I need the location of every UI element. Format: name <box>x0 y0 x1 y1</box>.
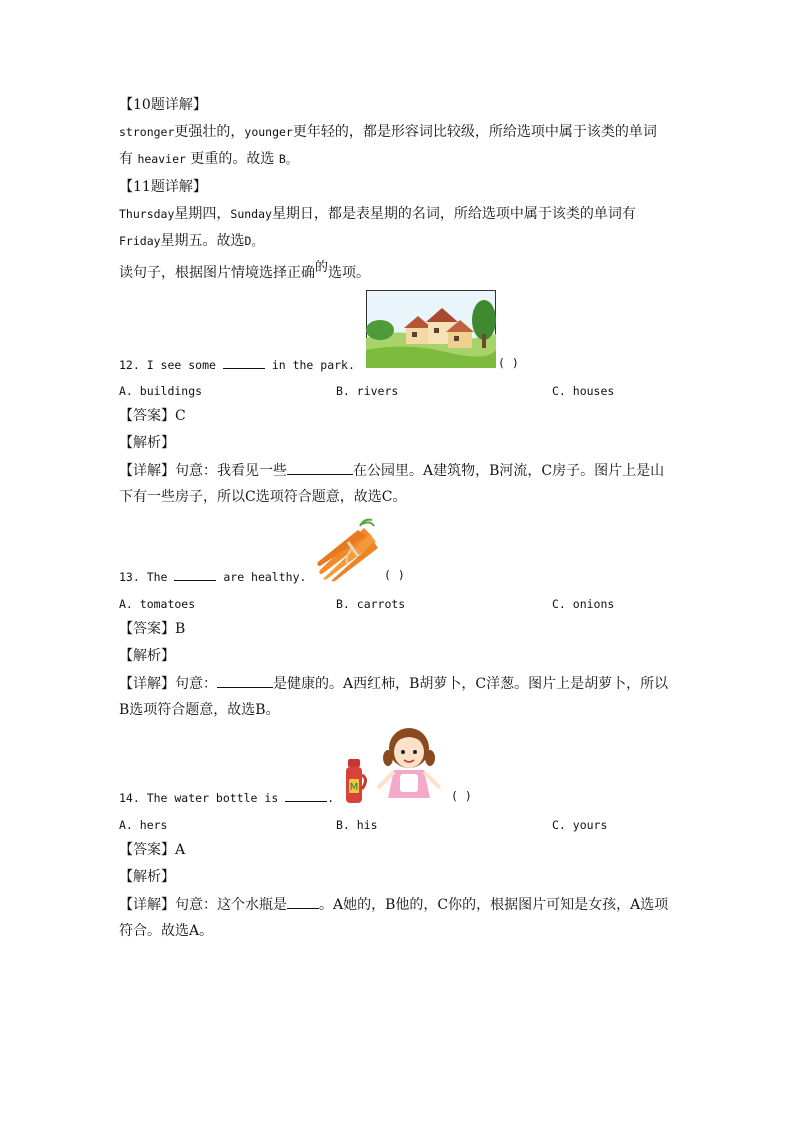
q14-detail-line2: 符合。故选A。 <box>119 923 214 939</box>
q13-analysis: 【解析】 <box>119 648 175 664</box>
q14-option-b[interactable]: B. his <box>336 818 378 832</box>
q14-blank[interactable] <box>285 787 327 802</box>
word-stronger: stronger <box>119 125 175 139</box>
word-friday: Friday <box>119 234 161 248</box>
q12-analysis: 【解析】 <box>119 435 175 451</box>
q13-option-c[interactable]: C. onions <box>552 597 615 611</box>
instruction-c: 选项。 <box>328 265 371 281</box>
sec10-text-2c: 更重的。故选 <box>190 151 275 167</box>
q13-detail-line2: B选项符合题意，故选B。 <box>119 702 280 718</box>
sec10-text-2d: B。 <box>278 152 298 166</box>
instruction-b: 的 <box>315 260 329 275</box>
q12-detail-rest: 在公园里。A建筑物，B河流，C房子。图片上是山 <box>353 463 665 479</box>
svg-text:M: M <box>349 782 359 793</box>
word-thursday: Thursday <box>119 207 175 221</box>
sec10-text-1d: 更年轻的，都是形容词比较级，所给选项中属于该类的单词 <box>292 124 657 140</box>
q14-pre: 14. The water bottle is <box>119 791 279 805</box>
sec10-text-2a: 有 <box>119 151 133 167</box>
q14-paren: ( ) <box>451 789 472 803</box>
q14-detail-label: 【详解】句意：这个水瓶是 <box>119 897 287 913</box>
sec11-heading: 【11题详解】 <box>119 179 207 195</box>
sec10-heading: 【10题详解】 <box>119 97 207 113</box>
q13-detail-rest: 是健康的。A西红柿，B胡萝卜，C洋葱。图片上是胡萝卜，所以 <box>273 676 669 692</box>
q12-pre: 12. I see some <box>119 358 216 372</box>
q14-answer: 【答案】A <box>119 842 186 858</box>
q12-answer: 【答案】C <box>119 408 186 424</box>
sec10-line1 <box>119 122 657 142</box>
water-bottle-picture <box>342 757 370 805</box>
q13-option-a[interactable]: A. tomatoes <box>119 597 196 611</box>
sec11-text-1b: 星期四， <box>174 206 231 222</box>
q13-detail-blank <box>217 673 273 688</box>
sec11-text-2c: D。 <box>244 234 263 248</box>
q13-answer: 【答案】B <box>119 621 186 637</box>
word-heavier: heavier <box>137 152 186 166</box>
q12-post: in the park. <box>271 358 355 372</box>
q13-detail-line1 <box>119 673 668 694</box>
q14-detail-line1 <box>119 894 668 915</box>
q13-blank[interactable] <box>174 566 216 581</box>
q14-detail-blank <box>287 894 319 909</box>
sec11-line2 <box>119 231 263 251</box>
word-sunday: Sunday <box>230 207 272 221</box>
q12-stem <box>119 354 355 375</box>
carrots-picture <box>314 516 380 582</box>
q12-detail-blank <box>287 460 353 475</box>
q12-blank[interactable] <box>223 354 265 369</box>
houses-picture <box>366 290 496 368</box>
q14-stem <box>119 787 334 808</box>
sec11-text-1d: 星期日，都是表星期的名词，所给选项中属于该类的单词有 <box>271 206 636 222</box>
q13-paren: ( ) <box>384 568 405 582</box>
instruction <box>119 260 371 284</box>
q12-detail-line1 <box>119 460 664 481</box>
q12-option-b[interactable]: B. rivers <box>336 384 399 398</box>
q13-pre: 13. The <box>119 570 168 584</box>
girl-picture <box>372 726 446 800</box>
q13-stem <box>119 566 306 587</box>
q14-option-a[interactable]: A. hers <box>119 818 168 832</box>
q14-post: . <box>327 791 335 805</box>
q13-detail-label: 【详解】句意： <box>119 676 217 692</box>
q12-option-a[interactable]: A. buildings <box>119 384 203 398</box>
q12-detail-line2: 下有一些房子，所以C选项符合题意，故选C。 <box>119 489 407 505</box>
q14-analysis: 【解析】 <box>119 869 175 885</box>
q14-detail-rest: 。A她的，B他的，C你的，根据图片可知是女孩，A选项 <box>319 897 669 913</box>
instruction-a: 读句子，根据图片情境选择正确 <box>119 265 315 281</box>
q14-option-c[interactable]: C. yours <box>552 818 608 832</box>
word-younger: younger <box>244 125 293 139</box>
sec10-text-1b: 更强壮的， <box>174 124 245 140</box>
sec10-line2 <box>119 149 297 169</box>
q12-option-c[interactable]: C. houses <box>552 384 615 398</box>
q12-detail-label: 【详解】句意：我看见一些 <box>119 463 287 479</box>
sec11-line1 <box>119 204 636 224</box>
q12-paren: ( ) <box>498 356 519 370</box>
q13-option-b[interactable]: B. carrots <box>336 597 406 611</box>
sec11-text-2b: 星期五。故选 <box>160 233 245 249</box>
q13-post: are healthy. <box>223 570 307 584</box>
